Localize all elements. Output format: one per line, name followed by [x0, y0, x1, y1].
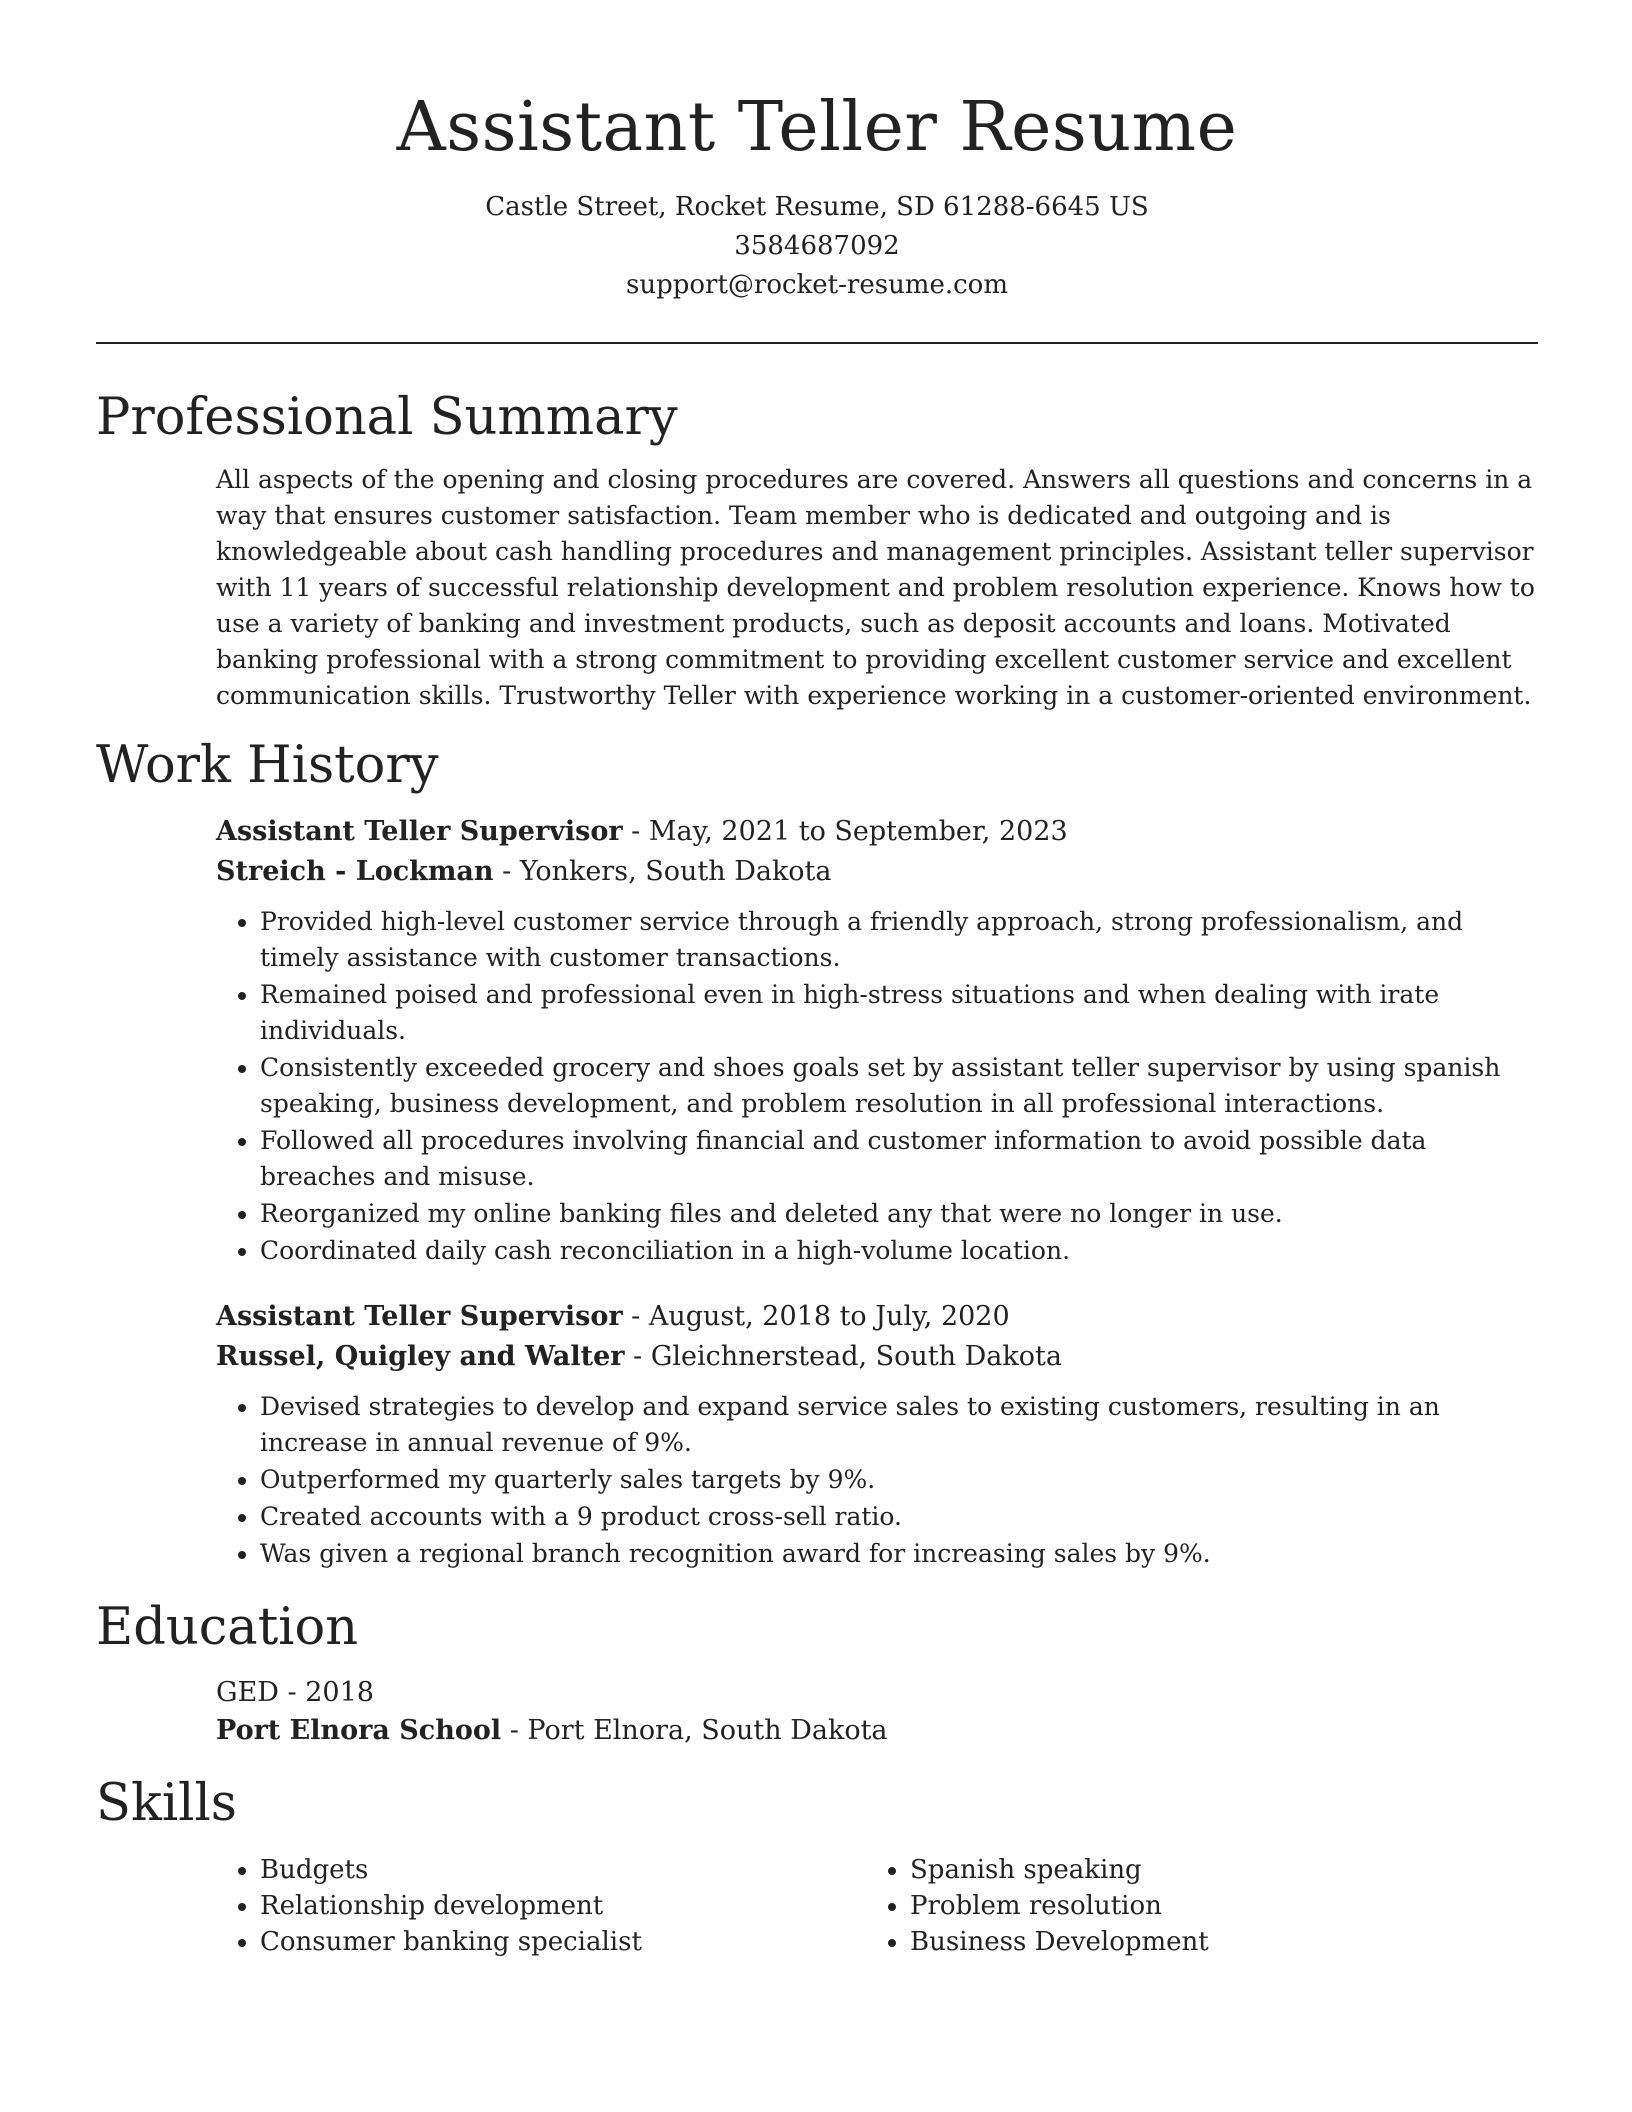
job-entry-1: [216, 812, 1538, 1269]
job-bullets: [216, 904, 1538, 1269]
job-role: Assistant Teller Supervisor: [216, 1301, 623, 1332]
resume-header: [96, 0, 1538, 344]
list-item: • Coordinated daily cash reconciliation in a high-volume location.: [260, 1233, 1538, 1269]
job-company: Russel, Quigley and Walter: [216, 1341, 625, 1372]
education-degree-line: GED - 2018: [216, 1677, 374, 1708]
job-title-line: Assistant Teller Supervisor - August, 2018 to July, 2020: [216, 1301, 1010, 1332]
job-company-line: Russel, Quigley and Walter - Gleichnerstead, South Dakota: [216, 1341, 1062, 1372]
list-item: • Business Development: [910, 1924, 1516, 1960]
list-item: • Followed all procedures involving financial and customer information to avoid possible data breaches and misuse.: [260, 1123, 1538, 1195]
contact-email: support@rocket-resume.com: [625, 270, 1008, 300]
list-item: • Was given a regional branch recognition award for increasing sales by 9%.: [260, 1536, 1538, 1572]
job-dates: May, 2021 to September, 2023: [648, 816, 1068, 847]
skills-grid: [216, 1852, 1538, 1960]
education-school: Port Elnora School: [216, 1715, 502, 1746]
list-item: • Provided high-level customer service through a friendly approach, strong professionalism, and timely assistance with customer transactions.: [260, 904, 1538, 976]
education-heading: Education: [96, 1598, 359, 1657]
job-location: Gleichnerstead, South Dakota: [650, 1341, 1062, 1372]
list-item: • Relationship development: [260, 1888, 866, 1924]
work-history-heading: Work History: [96, 736, 439, 795]
job-entry-2: [216, 1297, 1538, 1572]
job-company-line: Streich - Lockman - Yonkers, South Dakota: [216, 856, 832, 887]
list-item: • Problem resolution: [910, 1888, 1516, 1924]
summary-heading: Professional Summary: [96, 388, 678, 447]
contact-block: [96, 188, 1538, 305]
education-body: [216, 1674, 1538, 1750]
job-title-line: Assistant Teller Supervisor - May, 2021 to September, 2023: [216, 816, 1068, 847]
summary-text: All aspects of the opening and closing procedures are covered. Answers all questions and concerns in a way that ensures customer satisfaction. Team member who is dedicated and outgoing and is knowledgeable about cash handling procedures and management principles. Assistant teller supervisor with 11 years of successful relationship development and problem resolution experience. Knows how to use a variety of banking and investment products, such as deposit accounts and loans. Motivated banking professional with a strong commitment to providing excellent customer service and excellent communication skills. Trustworthy Teller with experience working in a customer-oriented environment.: [216, 465, 1535, 710]
skills-column-left: [216, 1852, 866, 1960]
list-item: • Remained poised and professional even in high-stress situations and when dealing with irate individuals.: [260, 977, 1538, 1049]
list-item: • Outperformed my quarterly sales targets by 9%.: [260, 1462, 1538, 1498]
job-location: Yonkers, South Dakota: [519, 856, 832, 887]
education-year: 2018: [305, 1677, 374, 1708]
list-item: • Consumer banking specialist: [260, 1924, 866, 1960]
resume-title: Assistant Teller Resume: [396, 88, 1238, 167]
skills-heading: Skills: [96, 1774, 237, 1833]
job-role: Assistant Teller Supervisor: [216, 816, 623, 847]
job-company: Streich - Lockman: [216, 856, 494, 887]
contact-address: Castle Street, Rocket Resume, SD 61288-6645 US: [485, 192, 1149, 222]
work-history-body: [216, 812, 1538, 1572]
list-item: • Consistently exceeded grocery and shoes goals set by assistant teller supervisor by using spanish speaking, business development, and problem resolution in all professional interactions.: [260, 1050, 1538, 1122]
education-location: Port Elnora, South Dakota: [527, 1715, 888, 1746]
skills-column-right: [866, 1852, 1516, 1960]
job-bullets: [216, 1389, 1538, 1572]
list-item: • Budgets: [260, 1852, 866, 1888]
resume-page: [96, 0, 1538, 1960]
list-item: • Created accounts with a 9 product cross-sell ratio.: [260, 1499, 1538, 1535]
header-divider: [96, 342, 1538, 344]
list-item: • Devised strategies to develop and expand service sales to existing customers, resulting in an increase in annual revenue of 9%.: [260, 1389, 1538, 1461]
contact-phone: 3584687092: [734, 231, 900, 261]
education-school-line: Port Elnora School - Port Elnora, South Dakota: [216, 1715, 888, 1746]
list-item: • Reorganized my online banking files and deleted any that were no longer in use.: [260, 1196, 1538, 1232]
education-degree: GED: [216, 1677, 279, 1708]
job-dates: August, 2018 to July, 2020: [648, 1301, 1010, 1332]
list-item: • Spanish speaking: [910, 1852, 1516, 1888]
